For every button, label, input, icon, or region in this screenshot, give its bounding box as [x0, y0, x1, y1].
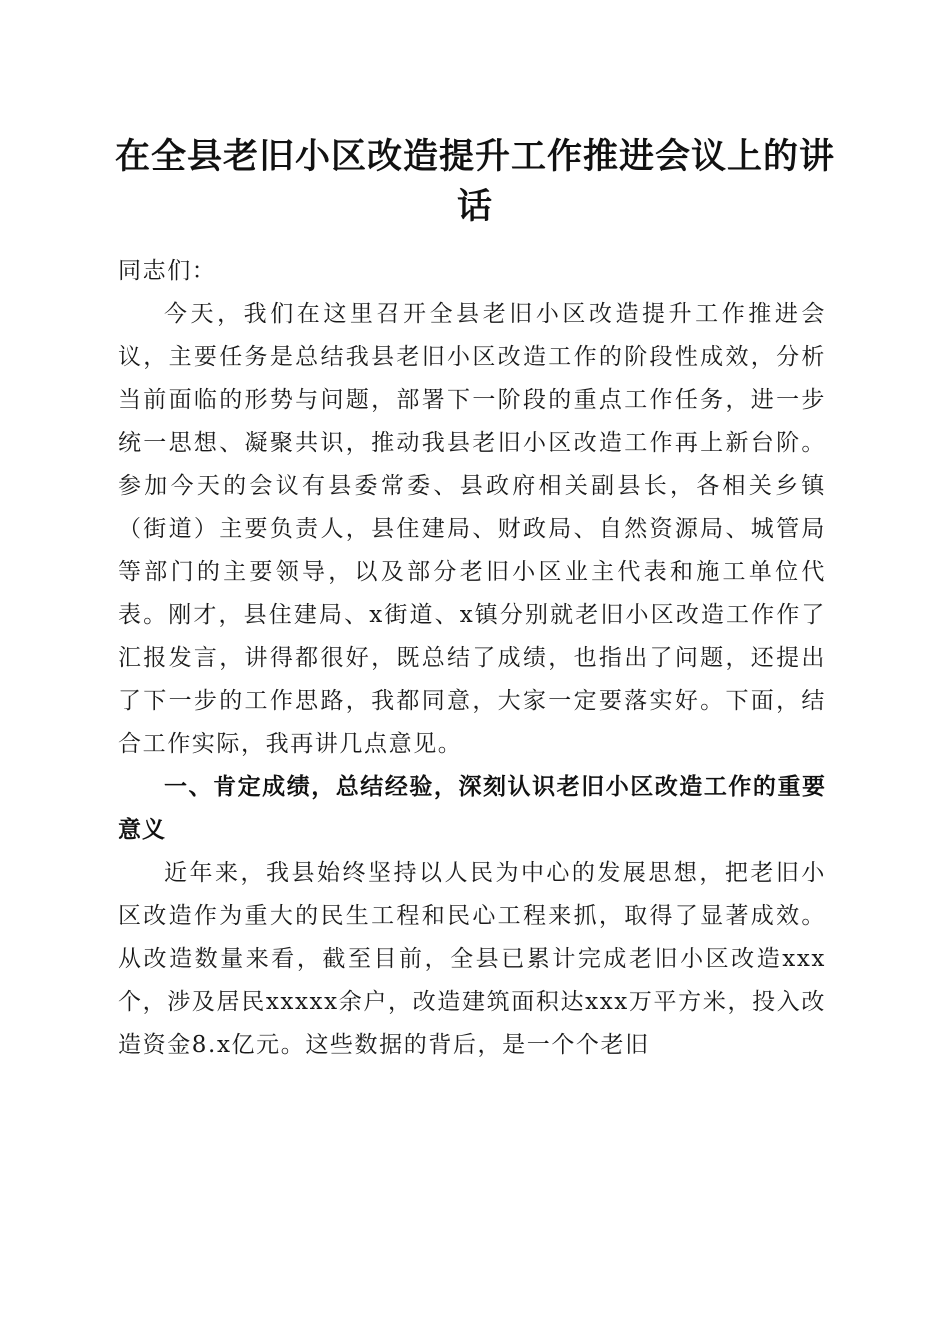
section-paragraph-1: 近年来，我县始终坚持以人民为中心的发展思想，把老旧小区改造作为重大的民生工程和民心工程来抓，取得了显著成效。从改造数量来看，截至目前，全县已累计完成老旧小区改造xxx个，涉及居民xxxxx余户，改造建筑面积达xxx万平方米，投入改造资金8.x亿元。这些数据的背后，是一个个老旧 — [118, 860, 826, 1058]
opening-paragraph: 今天，我们在这里召开全县老旧小区改造提升工作推进会议，主要任务是总结我县老旧小区改造工作的阶段性成效，分析当前面临的形势与问题，部署下一阶段的重点工作任务，进一步统一思想、凝聚共识，推动我县老旧小区改造工作再上新台阶。参加今天的会议有县委常委、县政府相关副县长，各相关乡镇（街道）主要负责人，县住建局、财政局、自然资源局、城管局等部门的主要领导，以及部分老旧小区业主代表和施工单位代表。刚才，县住建局、x街道、x镇分别就老旧小区改造工作作了汇报发言，讲得都很好，既总结了成绩，也指出了问题，还提出了下一步的工作思路，我都同意，大家一定要落实好。下面，结合工作实际，我再讲几点意见。 — [118, 301, 826, 757]
salutation: 同志们： — [118, 258, 217, 284]
document-body — [118, 250, 826, 1067]
section-heading-1: 一、肯定成绩，总结经验，深刻认识老旧小区改造工作的重要意义 — [118, 774, 826, 843]
document-title: 在全县老旧小区改造提升工作推进会议上的讲话 — [114, 136, 835, 227]
